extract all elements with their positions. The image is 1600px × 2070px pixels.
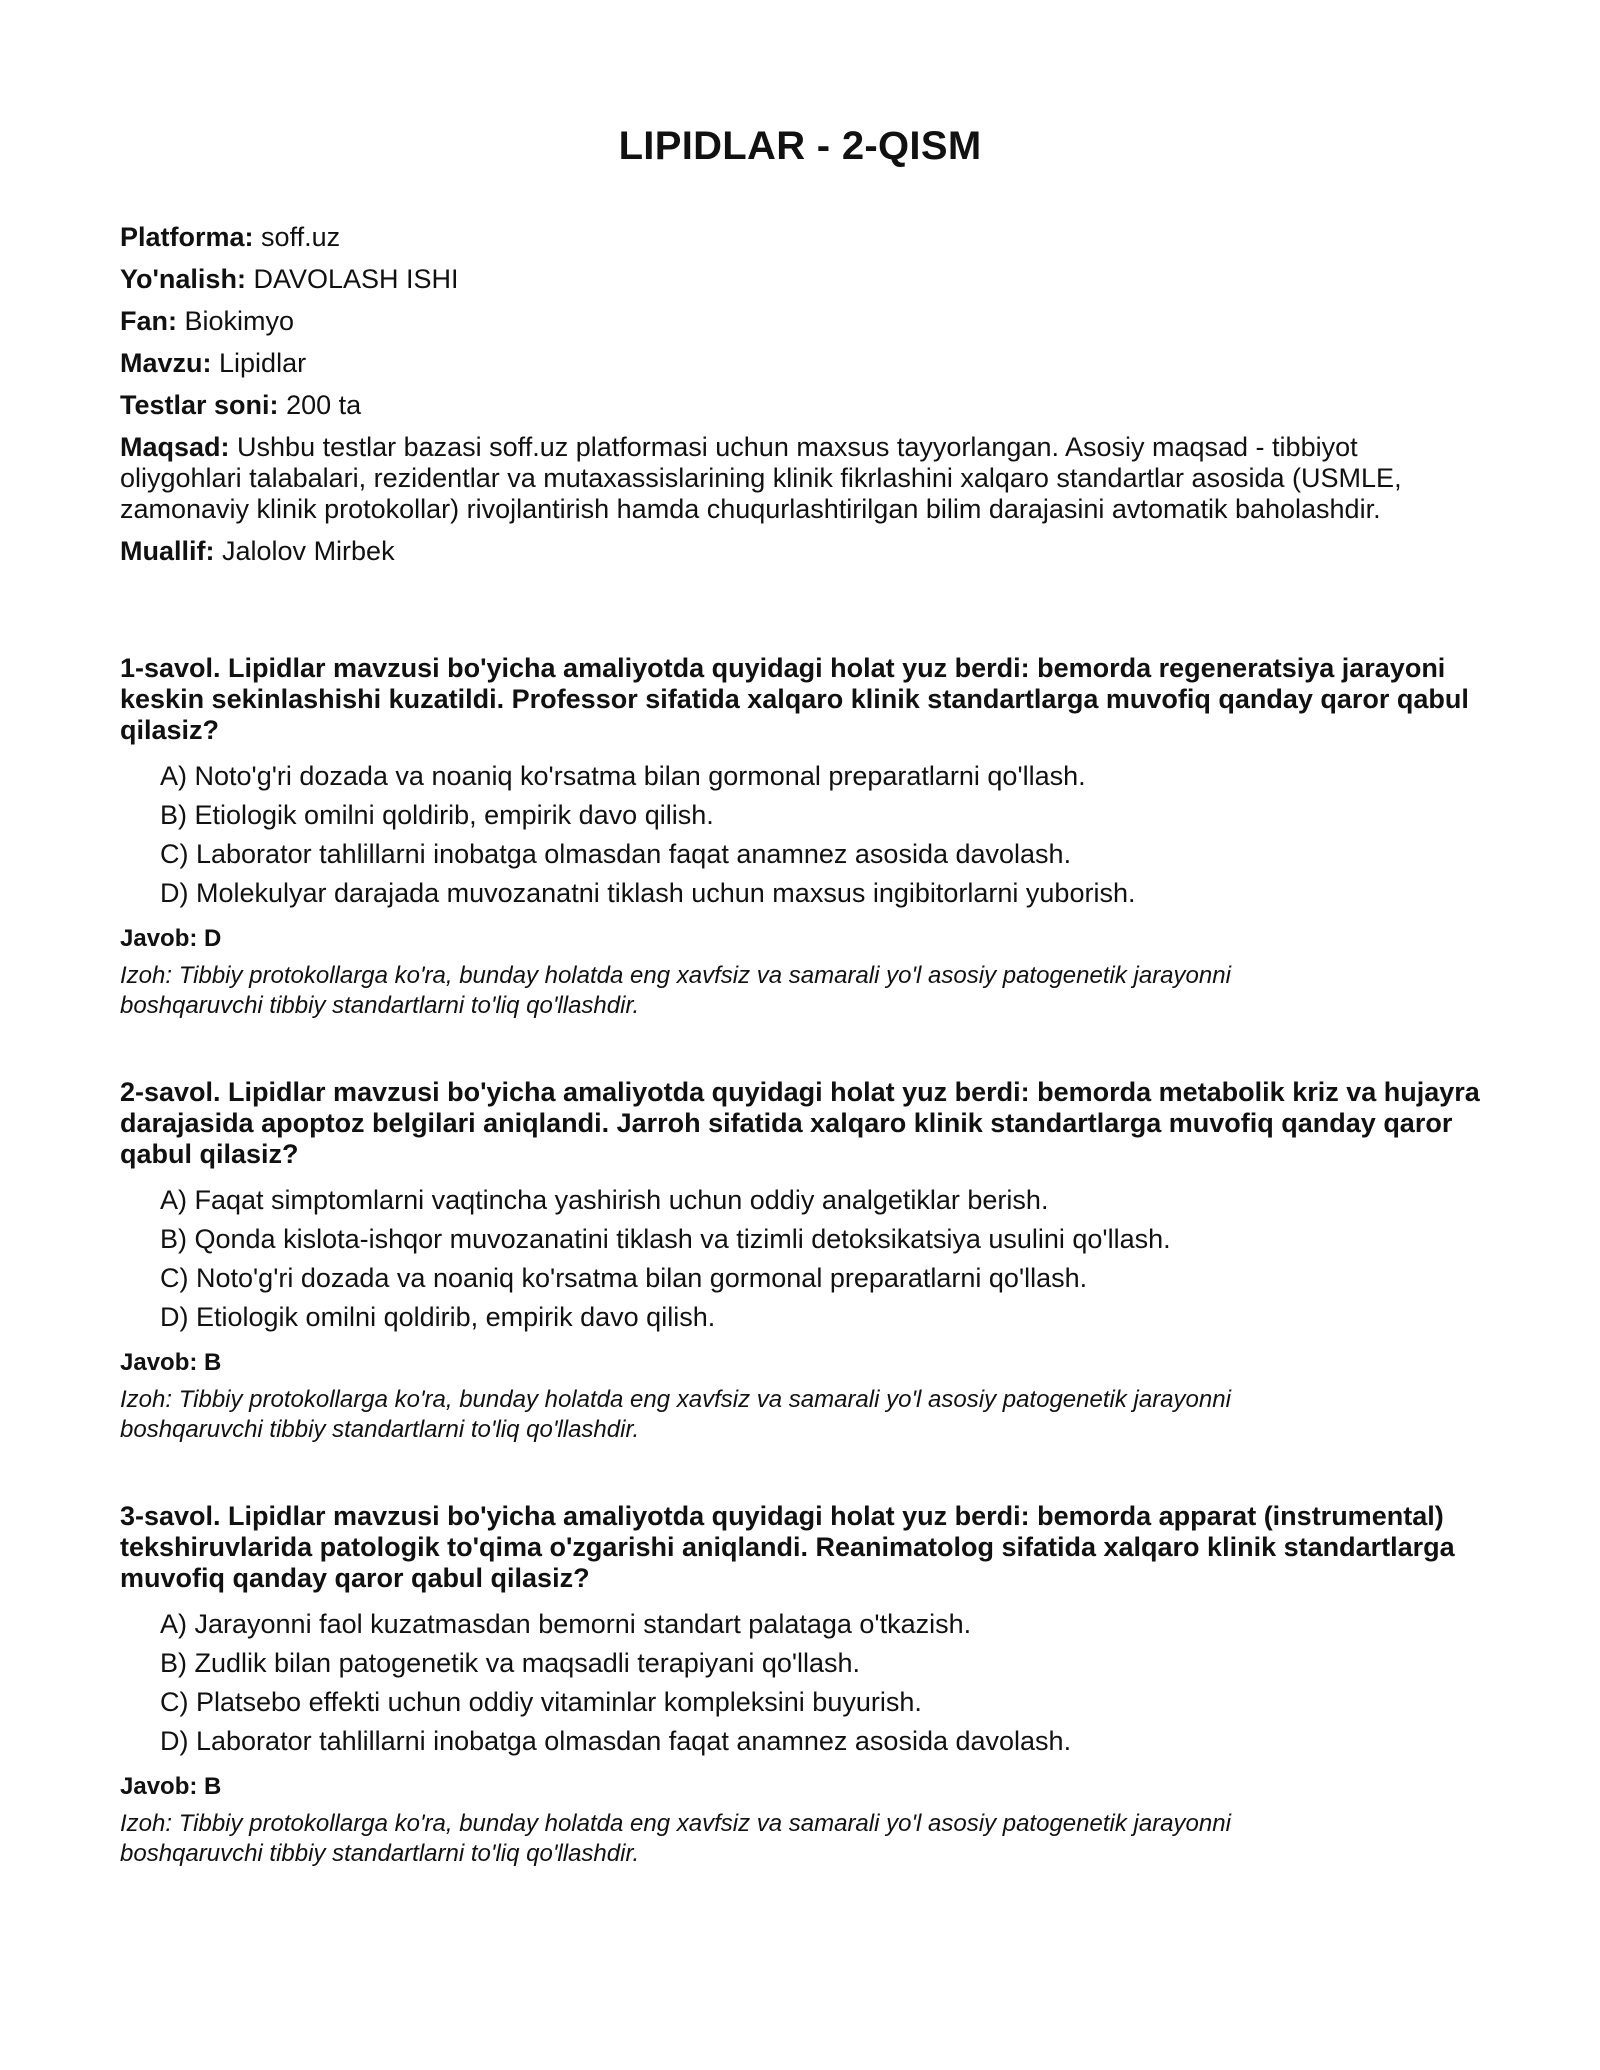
- option-d: D) Etiologik omilni qoldirib, empirik davo qilish.: [160, 1302, 716, 1332]
- option-d: D) Molekulyar darajada muvozanatni tiklash uchun maxsus ingibitorlarni yuborish.: [160, 878, 1136, 908]
- page-title: LIPIDLAR - 2-QISM: [618, 124, 982, 168]
- question-text: 1-savol. Lipidlar mavzusi bo'yicha amaliyotda quyidagi holat yuz berdi: bemorda regeneratsiya jarayoni keskin sekinlashishi kuzatildi. Professor sifatida xalqaro klinik standartlarga muvofiq qanday qaror qabul qilasiz?: [120, 653, 1469, 745]
- meta-value: soff.uz: [261, 222, 341, 252]
- explanation-note: Izoh: Tibbiy protokollarga ko'ra, bunday holatda eng xavfsiz va samarali yo'l asosiy patogenetik jarayonni boshqaruvchi tibbiy standartlarni to'liq qo'llashdir.: [120, 1810, 1231, 1867]
- meta-value: DAVOLASH ISHI: [253, 264, 459, 294]
- meta-author: [120, 536, 1480, 567]
- meta-key: Mavzu:: [120, 348, 212, 378]
- meta-value: 200 ta: [286, 390, 362, 420]
- meta-key: Platforma:: [120, 222, 254, 252]
- answer-label: Javob: B: [120, 1773, 222, 1800]
- option-list: [120, 1609, 1480, 1757]
- question-item: [120, 653, 1480, 1021]
- answer-label: Javob: B: [120, 1349, 222, 1376]
- meta-key: Maqsad:: [120, 432, 230, 462]
- meta-value: Lipidlar: [219, 348, 307, 378]
- option-d: D) Laborator tahlillarni inobatga olmasdan faqat anamnez asosida davolash.: [160, 1726, 1072, 1756]
- meta-value: Jalolov Mirbek: [222, 536, 395, 566]
- option-list: [120, 1185, 1480, 1333]
- meta-key: Yo'nalish:: [120, 264, 246, 294]
- option-a: A) Jarayonni faol kuzatmasdan bemorni standart palataga o'tkazish.: [160, 1609, 972, 1639]
- explanation-note: Izoh: Tibbiy protokollarga ko'ra, bunday holatda eng xavfsiz va samarali yo'l asosiy patogenetik jarayonni boshqaruvchi tibbiy standartlarni to'liq qo'llashdir.: [120, 962, 1231, 1019]
- option-b: B) Qonda kislota-ishqor muvozanatini tiklash va tizimli detoksikatsiya usulini qo'llash.: [160, 1224, 1171, 1254]
- question-text: 3-savol. Lipidlar mavzusi bo'yicha amaliyotda quyidagi holat yuz berdi: bemorda apparat (instrumental) tekshiruvlarida patologik to'qima o'zgarishi aniqlandi. Reanimatolog sifatida xalqaro klinik standartlarga muvofiq qanday qaror qabul qilasiz?: [120, 1501, 1455, 1593]
- option-c: C) Platsebo effekti uchun oddiy vitaminlar kompleksini buyurish.: [160, 1687, 922, 1717]
- option-list: [120, 761, 1480, 909]
- meta-topic: [120, 348, 1480, 379]
- answer-label: Javob: D: [120, 925, 222, 952]
- meta-value: Ushbu testlar bazasi soff.uz platformasi uchun maxsus tayyorlangan. Asosiy maqsad - tibbiyot oliygohlari talabalari, rezidentlar va mutaxassislarining klinik fikrlashini xalqaro standartlar asosida (USMLE, zamonaviy klinik protokollar) rivojlantirish hamda chuqurlashtirilgan bilim darajasini avtomatik baholashdir.: [120, 432, 1402, 524]
- question-item: [120, 1077, 1480, 1445]
- meta-key: Fan:: [120, 306, 177, 336]
- meta-key: Muallif:: [120, 536, 215, 566]
- option-a: A) Faqat simptomlarni vaqtincha yashirish uchun oddiy analgetiklar berish.: [160, 1185, 1049, 1215]
- meta-purpose: [120, 432, 1480, 525]
- meta-key: Testlar soni:: [120, 390, 279, 420]
- option-b: B) Etiologik omilni qoldirib, empirik davo qilish.: [160, 800, 714, 830]
- meta-platform: [120, 222, 1480, 253]
- meta-subject: [120, 306, 1480, 337]
- question-list: [120, 653, 1480, 1869]
- question-text: 2-savol. Lipidlar mavzusi bo'yicha amaliyotda quyidagi holat yuz berdi: bemorda metabolik kriz va hujayra darajasida apoptoz belgilari aniqlandi. Jarroh sifatida xalqaro klinik standartlarga muvofiq qanday qaror qabul qilasiz?: [120, 1077, 1480, 1169]
- option-c: C) Noto'g'ri dozada va noaniq ko'rsatma bilan gormonal preparatlarni qo'llash.: [160, 1263, 1088, 1293]
- meta-value: Biokimyo: [184, 306, 295, 336]
- question-item: [120, 1501, 1480, 1869]
- meta-direction: [120, 264, 1480, 295]
- explanation-note: Izoh: Tibbiy protokollarga ko'ra, bunday holatda eng xavfsiz va samarali yo'l asosiy patogenetik jarayonni boshqaruvchi tibbiy standartlarni to'liq qo'llashdir.: [120, 1386, 1231, 1443]
- option-a: A) Noto'g'ri dozada va noaniq ko'rsatma bilan gormonal preparatlarni qo'llash.: [160, 761, 1086, 791]
- option-b: B) Zudlik bilan patogenetik va maqsadli terapiyani qo'llash.: [160, 1648, 861, 1678]
- meta-test-count: [120, 390, 1480, 421]
- document-meta: [120, 222, 1480, 567]
- option-c: C) Laborator tahlillarni inobatga olmasdan faqat anamnez asosida davolash.: [160, 839, 1072, 869]
